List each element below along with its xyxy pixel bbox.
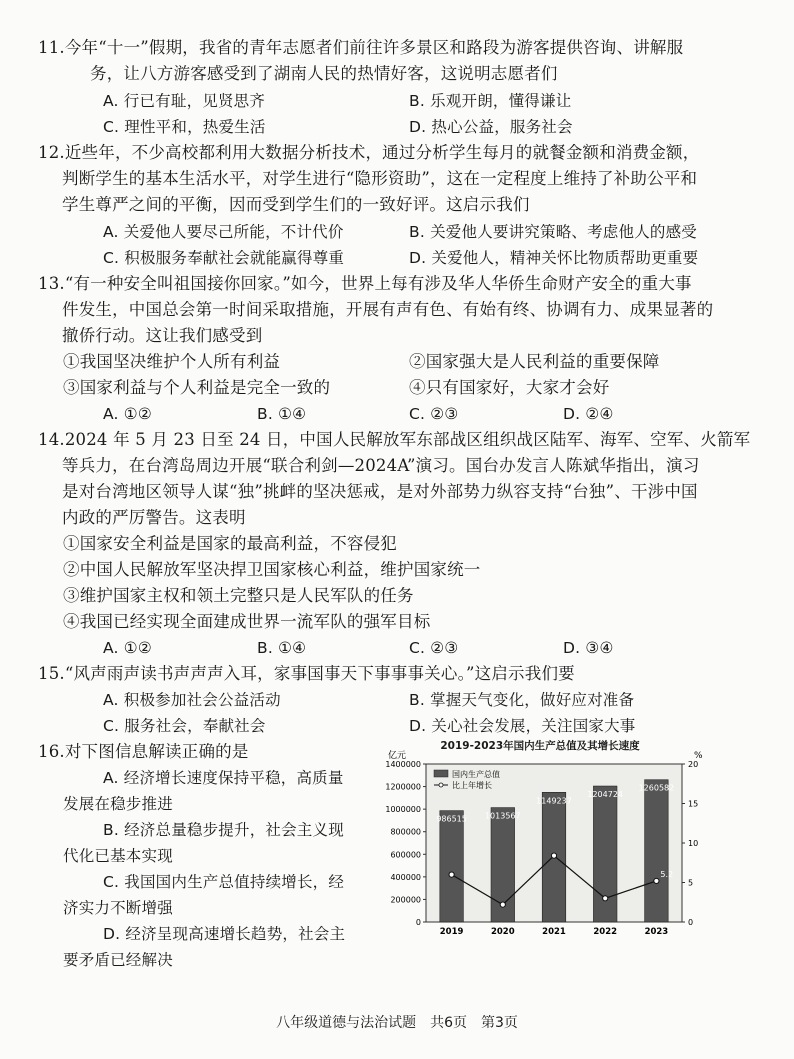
q12-option-c: C. 积极服务奉献社会就能赢得尊重 <box>103 249 345 267</box>
q14-stem-line4: 内政的严厉警告。这表明 <box>62 508 246 527</box>
q13-option-c: C. ②③ <box>409 405 459 423</box>
growth-rate-point <box>500 902 505 907</box>
left-tick-label: 0 <box>415 918 421 927</box>
q13-statement-2: ②国家强大是人民利益的重要保障 <box>409 352 660 371</box>
q12-option-a: A. 关爱他人要尽己所能，不计代价 <box>103 223 344 241</box>
q14-stem-line3: 是对台湾地区领导人谋“独”挑衅的坚决惩戒，是对外部势力纵容支持“台独”、干涉中国 <box>62 482 698 501</box>
growth-rate-point <box>654 878 659 883</box>
gdp-bar-label: 1149237 <box>536 796 572 806</box>
q13-statement-1: ①我国坚决维护个人所有利益 <box>63 352 281 371</box>
growth-rate-point <box>449 872 454 877</box>
x-tick-label: 2022 <box>593 927 618 937</box>
right-axis-unit: % <box>694 751 703 761</box>
left-tick-label: 1000000 <box>385 805 421 815</box>
growth-rate-point <box>551 853 556 858</box>
q16-option-b-line2: 代化已基本实现 <box>63 847 173 865</box>
q14-stem-line2: 等兵力，在台湾岛周边开展“联合利剑—2024A”演习。国台办发言人陈斌华指出，演习 <box>62 456 700 475</box>
q16-option-a-line2: 发展在稳步推进 <box>63 795 173 813</box>
right-tick-label: 15 <box>688 799 699 809</box>
left-tick-label: 200000 <box>390 895 421 905</box>
growth-rate-label: 5.2 <box>660 869 674 879</box>
left-axis-unit: 亿元 <box>388 751 407 761</box>
q13-stem-line1: 13.“有一种安全叫祖国接你回家。”如今，世界上每有涉及华人华侨生命财产安全的重大事 <box>38 274 692 293</box>
q12-option-d: D. 关爱他人，精神关怀比物质帮助更重要 <box>409 249 699 267</box>
q14-option-d: D. ③④ <box>563 639 614 657</box>
q16-option-a-line1: A. 经济增长速度保持平稳，高质量 <box>103 769 344 787</box>
q13-stem-line3: 撤侨行动。这让我们感受到 <box>62 326 263 345</box>
q11-option-a: A. 行已有耻，见贤思齐 <box>103 92 266 110</box>
left-tick-label: 1400000 <box>385 760 421 769</box>
q16-stem-line1: 16.对下图信息解读正确的是 <box>38 742 249 761</box>
q15-option-b: B. 掌握天气变化，做好应对准备 <box>409 691 635 709</box>
q15-option-d: D. 关心社会发展，关注国家大事 <box>409 717 636 735</box>
q11-option-c: C. 理性平和，热爱生活 <box>103 118 266 136</box>
q16-option-d-line1: D. 经济呈现高速增长趋势，社会主 <box>103 925 346 943</box>
q14-option-b: B. ①④ <box>257 639 307 657</box>
q16-option-c-line1: C. 我国国内生产总值持续增长，经 <box>103 873 345 891</box>
gdp-bar <box>645 780 669 922</box>
legend-bar-swatch <box>434 770 448 777</box>
growth-rate-point <box>603 896 608 901</box>
q12-stem-line2: 判断学生的基本生活水平，对学生进行“隐形资助”，这在一定程度上维持了补助公平和 <box>62 169 698 188</box>
q13-stem-line2: 件发生，中国总会第一时间采取措施，开展有声有色、有始有终、协调有力、成果显著的 <box>62 300 714 319</box>
gdp-bar <box>440 811 464 922</box>
q14-statement-1: ①国家安全利益是国家的最高利益，不容侵犯 <box>63 534 397 553</box>
gdp-bar-label: 1204724 <box>587 790 624 800</box>
legend-bar-label: 国内生产总值 <box>452 770 500 779</box>
gdp-bar <box>593 786 617 922</box>
q13-statement-4: ④只有国家好，大家才会好 <box>409 378 610 397</box>
q13-option-b: B. ①④ <box>257 405 307 423</box>
q11-stem-line1: 11.今年“十一”假期，我省的青年志愿者们前往许多景区和路段为游客提供咨询、讲解服 <box>38 38 684 57</box>
q14-statement-3: ③维护国家主权和领土完整只是人民军队的任务 <box>63 586 414 605</box>
gdp-chart <box>370 738 710 948</box>
chart-svg <box>370 738 710 948</box>
q14-statement-2: ②中国人民解放军坚决捍卫国家核心利益，维护国家统一 <box>63 560 481 579</box>
q16-option-c-line2: 济实力不断增强 <box>63 899 173 917</box>
right-tick-label: 20 <box>688 760 699 769</box>
left-tick-label: 1200000 <box>385 782 421 792</box>
right-tick-label: 5 <box>688 878 694 888</box>
q11-option-d: D. 热心公益，服务社会 <box>409 118 573 136</box>
q15-option-c: C. 服务社会，奉献社会 <box>103 717 266 735</box>
q14-statement-4: ④我国已经实现全面建成世界一流军队的强军目标 <box>63 612 431 631</box>
q11-option-b: B. 乐观开朗，懂得谦让 <box>409 92 572 110</box>
q14-stem-line1: 14.2024 年 5 月 23 日至 24 日，中国人民解放军东部战区组织战区陆军、海军、空军、火箭军 <box>38 430 751 449</box>
q15-stem-line1: 15.“风声雨声读书声声声入耳，家事国事天下事事事关心。”这启示我们要 <box>38 664 575 683</box>
q13-option-d: D. ②④ <box>563 405 614 423</box>
x-tick-label: 2021 <box>542 927 566 937</box>
left-tick-label: 400000 <box>390 872 421 882</box>
q12-option-b: B. 关爱他人要讲究策略、考虑他人的感受 <box>409 223 697 241</box>
q16-option-b-line1: B. 经济总量稳步提升，社会主义现 <box>103 821 344 839</box>
gdp-bar-label: 1013567 <box>484 811 521 821</box>
q13-statement-3: ③国家利益与个人利益是完全一致的 <box>63 378 331 397</box>
right-tick-label: 0 <box>688 918 694 927</box>
x-tick-label: 2019 <box>439 927 464 937</box>
legend-line-marker <box>439 783 443 787</box>
q14-option-a: A. ①② <box>103 639 152 657</box>
q12-stem-line3: 学生尊严之间的平衡，因而受到学生们的一致好评。这启示我们 <box>62 195 530 214</box>
gdp-bar-label: 986515 <box>436 814 467 824</box>
q15-option-a: A. 积极参加社会公益活动 <box>103 691 281 709</box>
gdp-bar-label: 1260582 <box>638 783 675 793</box>
q16-option-d-line2: 要矛盾已经解决 <box>63 951 173 969</box>
q12-stem-line1: 12.近些年，不少高校都利用大数据分析技术，通过分析学生每月的就餐金额和消费金额， <box>38 143 700 162</box>
left-tick-label: 800000 <box>390 827 421 837</box>
legend-line-label: 比上年增长 <box>452 781 492 790</box>
x-tick-label: 2023 <box>644 927 669 937</box>
q14-option-c: C. ②③ <box>409 639 459 657</box>
right-tick-label: 10 <box>688 839 699 848</box>
chart-title: 2019-2023年国内生产总值及其增长速度 <box>440 740 640 752</box>
left-tick-label: 600000 <box>390 850 421 860</box>
q13-option-a: A. ①② <box>103 405 152 423</box>
q11-stem-line2: 务，让八方游客感受到了湖南人民的热情好客，这说明志愿者们 <box>90 64 558 83</box>
page-footer: 八年级道德与法治试题 共6页 第3页 <box>276 1015 518 1031</box>
x-tick-label: 2020 <box>490 927 515 937</box>
